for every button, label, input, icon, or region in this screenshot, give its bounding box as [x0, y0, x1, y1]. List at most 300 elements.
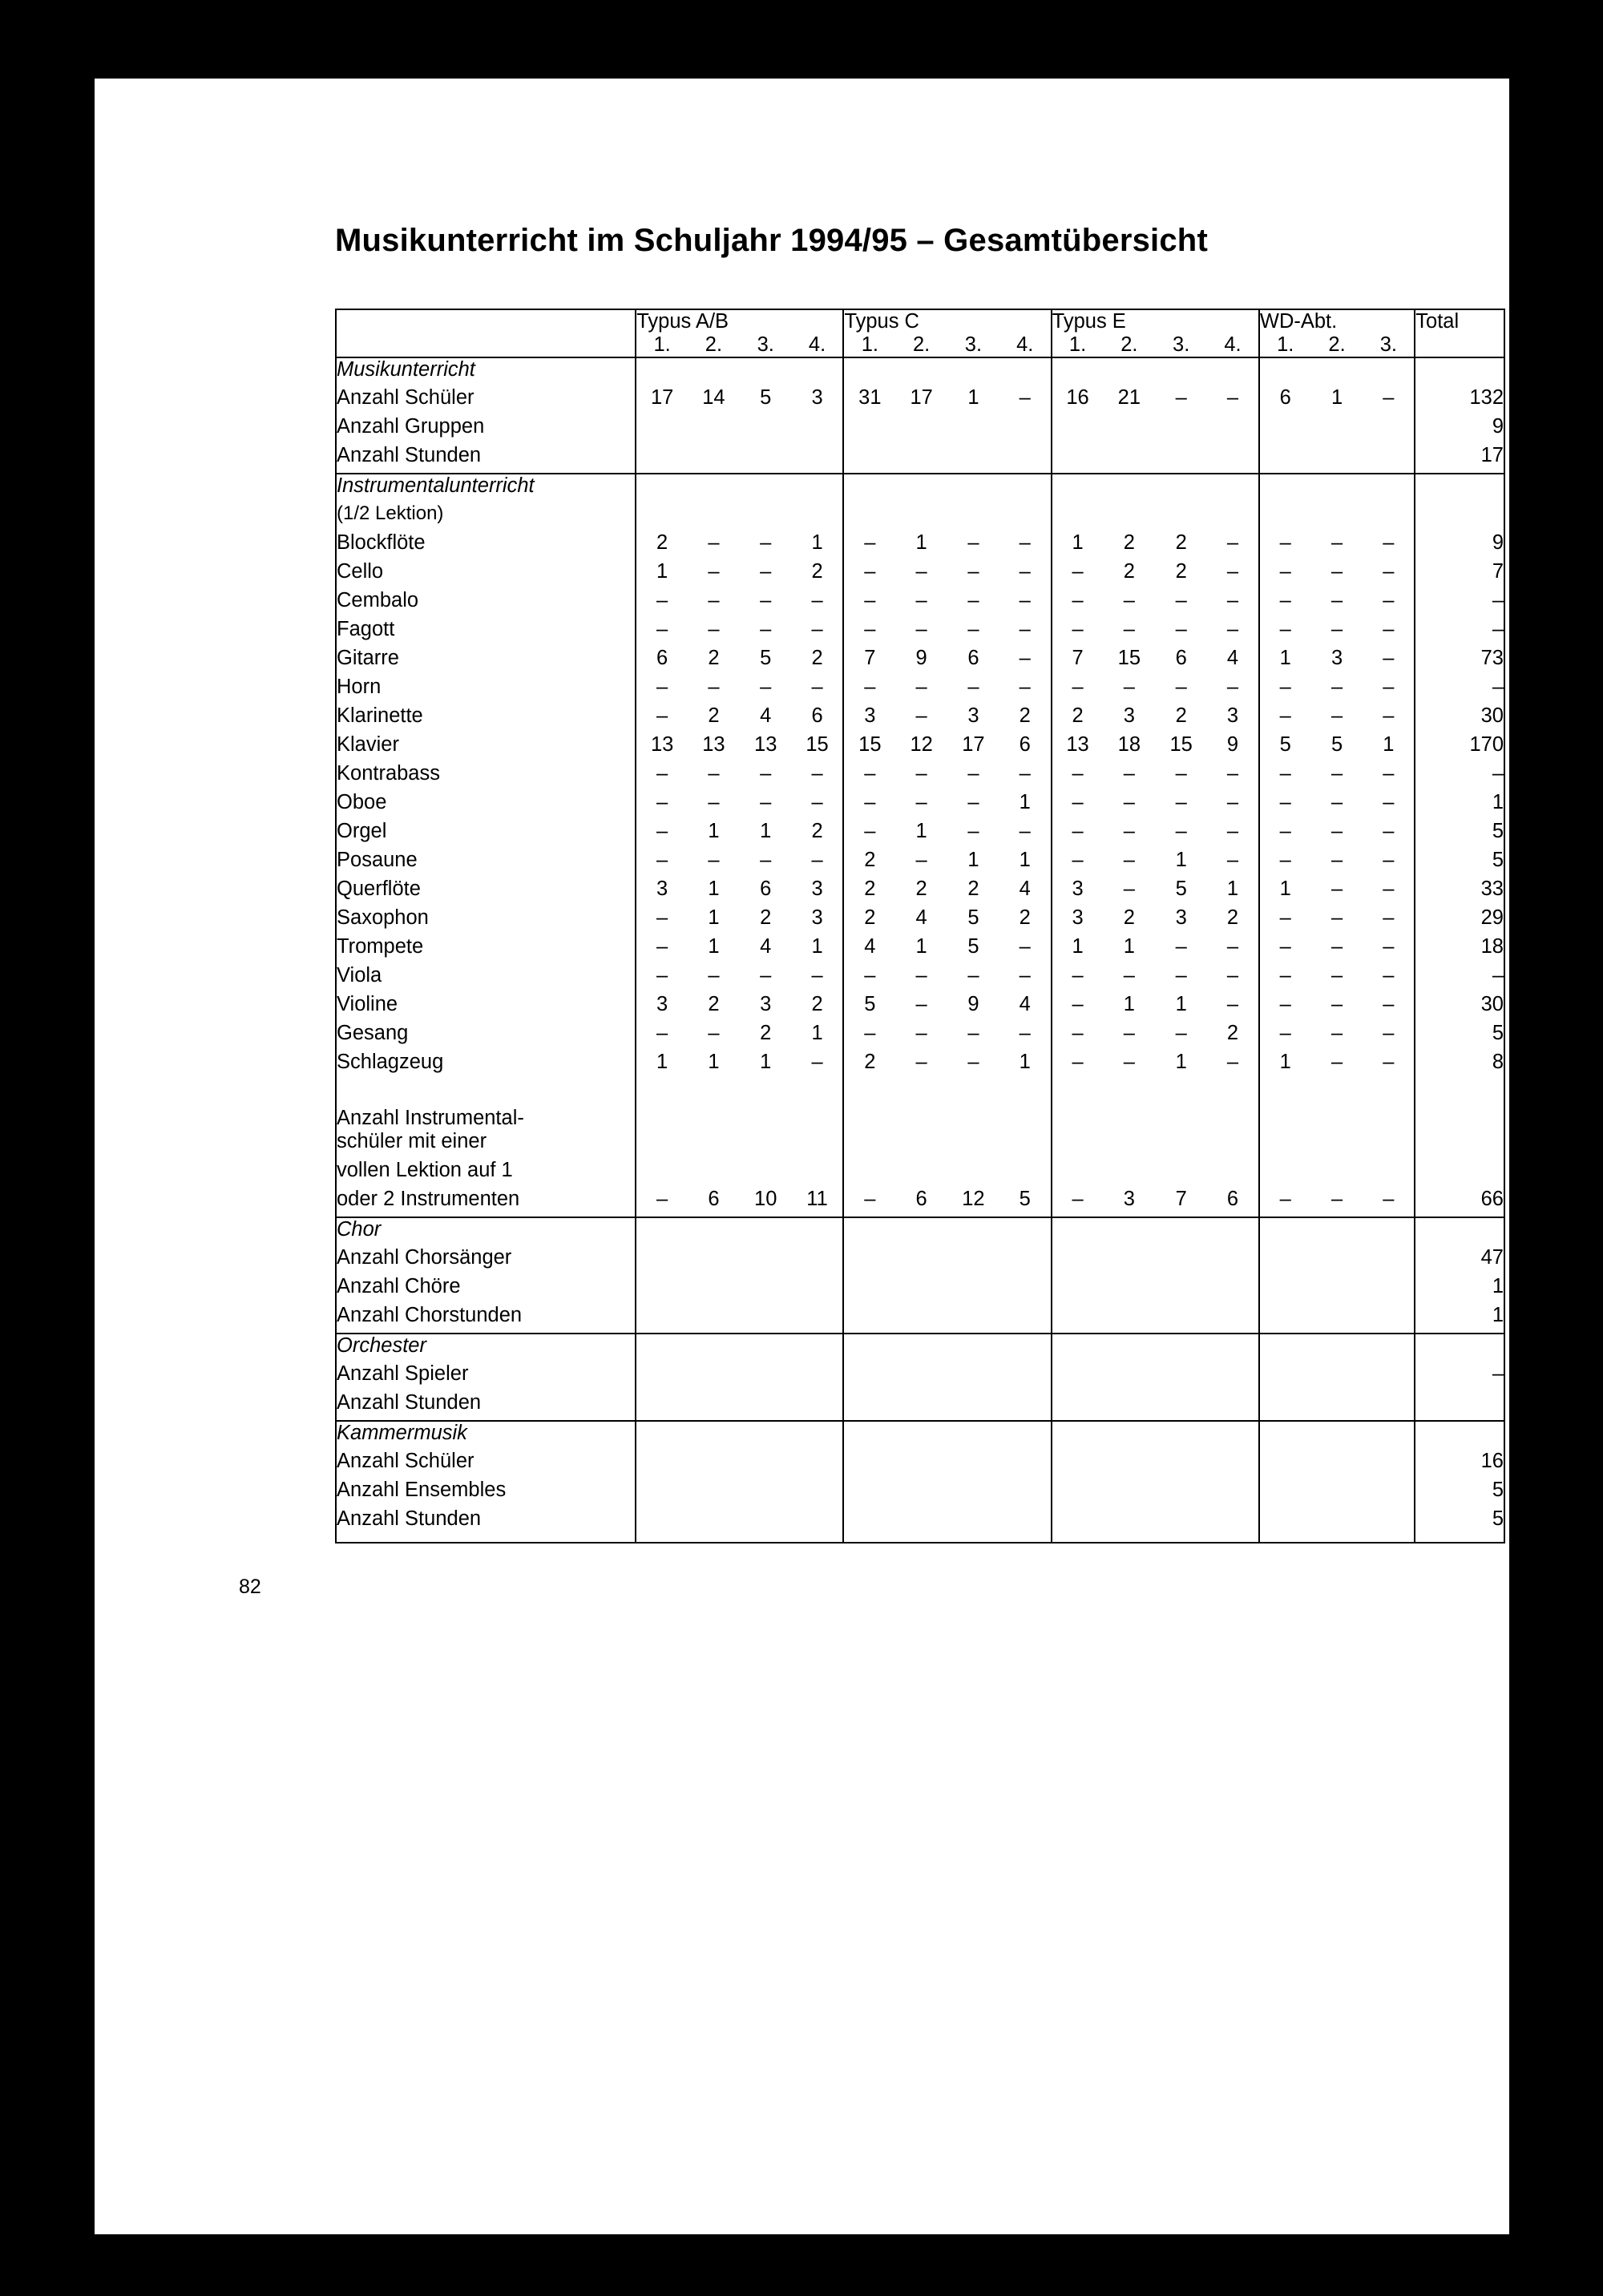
spacer-e — [1052, 502, 1259, 531]
cell: 1 — [1123, 993, 1135, 1015]
cells-c — [843, 444, 1051, 473]
cell: – — [708, 762, 720, 785]
spacer-c — [843, 1421, 1051, 1450]
cell: 1 — [1052, 531, 1104, 560]
cell: – — [1226, 1051, 1239, 1073]
table-row — [336, 935, 1504, 964]
spacer-c — [843, 1217, 1051, 1246]
table-row — [336, 906, 1504, 935]
cell: 3 — [636, 878, 688, 906]
cell: – — [1123, 1022, 1135, 1044]
table-row — [336, 1246, 1504, 1275]
cell: 7 — [843, 647, 895, 676]
cell: – — [1383, 647, 1395, 669]
row-label: Querflöte — [337, 878, 421, 900]
cell: 2 — [811, 993, 823, 1015]
cells-ab — [636, 1362, 843, 1391]
cell: – — [1330, 618, 1343, 640]
cell: 1 — [636, 560, 688, 589]
spacer-c — [843, 1159, 1051, 1188]
row-label: Cello — [337, 560, 384, 583]
year-ab-4: 4. — [808, 333, 826, 356]
footer-note-line-2: schüler mit einer — [337, 1130, 487, 1152]
cell: – — [811, 964, 823, 987]
cell: – — [1259, 935, 1311, 964]
section-heading-row — [336, 357, 1504, 386]
cell: – — [760, 531, 772, 554]
section-heading-chor: Chor — [337, 1218, 382, 1241]
cell: – — [1330, 560, 1343, 583]
year-ab-3: 3. — [757, 333, 774, 356]
cell: – — [760, 618, 772, 640]
cell: 3 — [811, 386, 823, 409]
cell: 1 — [967, 849, 979, 871]
cell: – — [843, 820, 895, 849]
cells-e — [1052, 444, 1259, 473]
row-label: Fagott — [337, 618, 395, 640]
total-cell: 17 — [1415, 444, 1504, 473]
cell: 2 — [1123, 906, 1135, 929]
cell: – — [760, 849, 772, 871]
cell: – — [1226, 791, 1239, 813]
cells-ab — [636, 415, 843, 444]
cell: – — [1259, 1188, 1311, 1217]
cell: – — [1330, 964, 1343, 987]
cell: – — [843, 791, 895, 820]
cell: 2 — [760, 906, 772, 929]
cell: 1 — [1259, 647, 1311, 676]
cell: 5 — [1330, 733, 1343, 756]
cell: – — [1226, 560, 1239, 583]
cell: – — [1226, 531, 1239, 554]
cell: 5 — [760, 647, 772, 669]
cells-c — [843, 1246, 1051, 1275]
group-header-wd-abt: WD-Abt. — [1259, 309, 1415, 333]
row-label: Anzahl Stunden — [337, 1507, 482, 1530]
cells-wd — [1259, 415, 1415, 444]
group-header-total: Total — [1415, 309, 1504, 333]
section-heading-instrumentalunterricht: Instrumentalunterricht — [337, 474, 535, 497]
table-header-groups — [336, 309, 1504, 333]
cell: – — [967, 589, 979, 611]
row-label: Trompete — [337, 935, 424, 958]
cell: 1 — [636, 1051, 688, 1079]
cell: – — [811, 676, 823, 698]
cell: 1 — [1052, 935, 1104, 964]
spacer-wd — [1259, 357, 1415, 386]
cell: 1 — [1383, 733, 1395, 756]
cell: 2 — [811, 647, 823, 669]
year-c-1: 1. — [843, 333, 895, 357]
cells-e — [1052, 415, 1259, 444]
year-c-3: 3. — [964, 333, 983, 356]
cell: 2 — [915, 878, 927, 900]
cell: – — [1019, 647, 1031, 669]
cell: – — [1019, 676, 1031, 698]
row-label: Anzahl Stunden — [337, 1391, 482, 1414]
total-cell: 1 — [1415, 791, 1504, 820]
cells-wd — [1259, 1246, 1415, 1275]
total-cell: – — [1415, 1362, 1504, 1391]
row-label: Klarinette — [337, 704, 423, 727]
cell: 2 — [636, 531, 688, 560]
table-row — [336, 762, 1504, 791]
cell: – — [1259, 704, 1311, 733]
cell: 3 — [811, 906, 823, 929]
spacer-total — [1415, 1079, 1504, 1130]
cell: – — [1383, 386, 1395, 409]
cell: 13 — [754, 733, 777, 756]
total-cell: 66 — [1415, 1188, 1504, 1217]
cell: – — [967, 531, 979, 554]
cell: – — [1175, 964, 1187, 987]
spacer-wd — [1259, 1334, 1415, 1362]
row-label: Anzahl Chorsänger — [337, 1246, 512, 1269]
cell: – — [1383, 791, 1395, 813]
table-row — [336, 1479, 1504, 1507]
cell: 3 — [1123, 704, 1135, 727]
cell: – — [1259, 618, 1311, 647]
cell: – — [708, 1022, 720, 1044]
cell: 1 — [708, 820, 720, 842]
section-subheading-lektion: (1/2 Lektion) — [337, 502, 444, 524]
cell: – — [636, 618, 688, 647]
cell: – — [1259, 993, 1311, 1022]
cell: 1 — [1175, 849, 1187, 871]
total-cell: 9 — [1415, 531, 1504, 560]
cells-c — [843, 415, 1051, 444]
table-row — [336, 964, 1504, 993]
cell: 5 — [1175, 878, 1187, 900]
cell: – — [1175, 676, 1187, 698]
cell: – — [1052, 560, 1104, 589]
cell: – — [843, 589, 895, 618]
cell: – — [1123, 676, 1135, 698]
total-cell: 16 — [1415, 1450, 1504, 1479]
cell: 2 — [1175, 704, 1187, 727]
cell: 2 — [843, 849, 895, 878]
cell: – — [1383, 560, 1395, 583]
group-header-typus-c: Typus C — [843, 309, 1051, 333]
cell: 2 — [708, 704, 720, 727]
total-cell: 30 — [1415, 704, 1504, 733]
cell: – — [708, 531, 720, 554]
row-label: Anzahl Chorstunden — [337, 1304, 523, 1326]
cell: 1 — [811, 1022, 823, 1044]
cell: – — [1123, 618, 1135, 640]
cell: – — [1019, 964, 1031, 987]
total-cell: 5 — [1415, 1479, 1504, 1507]
cell: 3 — [967, 704, 979, 727]
table-row — [336, 589, 1504, 618]
cell: – — [636, 906, 688, 935]
cells-c — [843, 1507, 1051, 1543]
row-label: Kontrabass — [337, 762, 440, 785]
spacer-total — [1415, 474, 1504, 502]
cell: 2 — [811, 820, 823, 842]
cell: – — [708, 849, 720, 871]
cell: 4 — [1019, 993, 1031, 1015]
cell: – — [1123, 849, 1135, 871]
cell: – — [760, 676, 772, 698]
cell: 15 — [1169, 733, 1193, 756]
row-label: Blockflöte — [337, 531, 426, 554]
cell: 1 — [915, 935, 927, 958]
total-cell: 7 — [1415, 560, 1504, 589]
cell: – — [760, 964, 772, 987]
cell: – — [1175, 762, 1187, 785]
cell: – — [1123, 762, 1135, 785]
spacer-e — [1052, 1421, 1259, 1450]
total-cell: 29 — [1415, 906, 1504, 935]
spacer-total — [1415, 1421, 1504, 1450]
cell: 2 — [708, 647, 720, 669]
table-row — [336, 1362, 1504, 1391]
table-row — [336, 878, 1504, 906]
total-cell — [1415, 1391, 1504, 1420]
cell: – — [1383, 906, 1395, 929]
cell: 7 — [1052, 647, 1104, 676]
cell: 10 — [754, 1188, 777, 1210]
cell: – — [1019, 1022, 1031, 1044]
cell: 1 — [1175, 993, 1187, 1015]
footer-note-line-1: Anzahl Instrumental- — [337, 1107, 524, 1129]
cells-e — [1052, 1362, 1259, 1391]
cell: – — [1175, 618, 1187, 640]
cell: 1 — [915, 531, 927, 554]
cell: – — [1019, 386, 1031, 409]
table-row — [336, 1022, 1504, 1051]
cell: – — [708, 618, 720, 640]
cell: 13 — [1052, 733, 1104, 762]
cell: – — [843, 560, 895, 589]
cell: – — [1123, 964, 1135, 987]
cells-wd — [1259, 1450, 1415, 1479]
total-cell: 1 — [1415, 1304, 1504, 1333]
year-e-4: 4. — [1224, 333, 1242, 356]
table-row — [336, 704, 1504, 733]
cells-c — [843, 1304, 1051, 1333]
cell: – — [1052, 849, 1104, 878]
cell: – — [760, 762, 772, 785]
cell: – — [1175, 386, 1187, 409]
cell: – — [1226, 849, 1239, 871]
cell: – — [1330, 762, 1343, 785]
cells-c — [843, 1479, 1051, 1507]
cell: – — [1330, 1022, 1343, 1044]
row-label: Schlagzeug — [337, 1051, 444, 1073]
spacer-e — [1052, 1159, 1259, 1188]
cell: – — [1019, 560, 1031, 583]
cell: – — [915, 791, 927, 813]
cells-wd — [1259, 1507, 1415, 1543]
cells-c — [843, 1450, 1051, 1479]
cell: – — [1123, 820, 1135, 842]
cell: – — [1226, 618, 1239, 640]
cell: 4 — [915, 906, 927, 929]
cell: – — [811, 589, 823, 611]
spacer-ab — [636, 1421, 843, 1450]
cell: 14 — [702, 386, 725, 409]
cell: – — [811, 618, 823, 640]
row-label: Anzahl Gruppen — [337, 415, 485, 438]
cell: – — [1330, 589, 1343, 611]
cell: – — [1330, 849, 1343, 871]
section-heading-row — [336, 1421, 1504, 1450]
cell: – — [915, 993, 927, 1015]
cell: – — [1330, 820, 1343, 842]
table-row — [336, 560, 1504, 589]
cell: – — [1019, 820, 1031, 842]
spacer-e — [1052, 1130, 1259, 1159]
cell: 6 — [967, 647, 979, 669]
cell: – — [915, 618, 927, 640]
cell: 6 — [1019, 733, 1031, 756]
cell: – — [1052, 676, 1104, 704]
cell: 3 — [811, 878, 823, 900]
cells-e — [1052, 1304, 1259, 1333]
cell: – — [1383, 589, 1395, 611]
cells-e — [1052, 1450, 1259, 1479]
table-row — [336, 791, 1504, 820]
row-label: Klavier — [337, 733, 399, 756]
cell: 15 — [843, 733, 895, 762]
spacer-ab — [636, 357, 843, 386]
year-e-1: 1. — [1052, 333, 1104, 357]
cell: – — [843, 1022, 895, 1051]
cell: – — [1330, 935, 1343, 958]
footer-note-row — [336, 1159, 1504, 1188]
cell: – — [1019, 762, 1031, 785]
total-cell: 5 — [1415, 1507, 1504, 1543]
cell: 1 — [1019, 791, 1031, 813]
year-c-4: 4. — [1016, 333, 1034, 356]
cell: 7 — [1175, 1188, 1187, 1210]
cell: – — [811, 791, 823, 813]
cell: 9 — [915, 647, 927, 669]
footer-note-row — [336, 1079, 1504, 1130]
cell: – — [1383, 1188, 1395, 1210]
cell: 3 — [1052, 906, 1104, 935]
table-row — [336, 1304, 1504, 1333]
cell: – — [915, 589, 927, 611]
cell: – — [915, 762, 927, 785]
cells-c — [843, 1362, 1051, 1391]
cell: – — [636, 849, 688, 878]
footer-values-row — [336, 1188, 1504, 1217]
footer-note-row — [336, 1130, 1504, 1159]
cells-wd — [1259, 1275, 1415, 1304]
cell: – — [708, 676, 720, 698]
spacer-wd — [1259, 1159, 1415, 1188]
cell: 2 — [811, 560, 823, 583]
cell: – — [967, 964, 979, 987]
cell: – — [636, 1022, 688, 1051]
total-header-spacer — [1415, 333, 1504, 357]
spacer-ab — [636, 1130, 843, 1159]
cell: 3 — [1123, 1188, 1135, 1210]
cell: 5 — [967, 935, 979, 958]
cell: 2 — [1019, 704, 1031, 727]
spacer-c — [843, 1130, 1051, 1159]
cell: – — [1383, 1051, 1395, 1073]
cell: – — [1052, 589, 1104, 618]
cell: 1 — [1123, 935, 1135, 958]
cell: – — [967, 1022, 979, 1044]
table-row — [336, 1275, 1504, 1304]
spacer-c — [843, 1079, 1051, 1130]
cell: 2 — [843, 1051, 895, 1079]
cell: – — [1330, 1188, 1343, 1210]
cell: – — [1226, 993, 1239, 1015]
cell: 4 — [1226, 647, 1239, 669]
cell: 3 — [1175, 906, 1187, 929]
cell: – — [1226, 676, 1239, 698]
cell: 1 — [915, 820, 927, 842]
table-row — [336, 993, 1504, 1022]
cell: 6 — [1175, 647, 1187, 669]
spacer-ab — [636, 1159, 843, 1188]
table-row — [336, 1391, 1504, 1420]
table-header-years — [336, 333, 1504, 357]
cell: 4 — [843, 935, 895, 964]
cell: – — [636, 676, 688, 704]
cell: 1 — [1259, 878, 1311, 906]
group-header-typus-e: Typus E — [1052, 309, 1259, 333]
cell: – — [967, 618, 979, 640]
cell: – — [636, 935, 688, 964]
spacer-c — [843, 1334, 1051, 1362]
cell: 6 — [1259, 386, 1311, 415]
cell: 17 — [962, 733, 985, 756]
section-heading-orchester: Orchester — [337, 1334, 426, 1357]
cell: – — [1383, 1022, 1395, 1044]
cell: 2 — [1123, 560, 1135, 583]
cell: – — [1052, 618, 1104, 647]
cell: – — [967, 560, 979, 583]
section-heading-row — [336, 474, 1504, 502]
cell: – — [967, 1051, 979, 1073]
cell: – — [636, 762, 688, 791]
year-wd-1: 1. — [1259, 333, 1311, 357]
cell: 2 — [1226, 906, 1239, 929]
cell: – — [915, 1051, 927, 1073]
cell: 15 — [1117, 647, 1141, 669]
total-cell: – — [1415, 762, 1504, 791]
cells-e — [1052, 1275, 1259, 1304]
cell: 17 — [636, 386, 688, 415]
total-cell: 47 — [1415, 1246, 1504, 1275]
cell: 5 — [1019, 1188, 1031, 1210]
table-row — [336, 386, 1504, 415]
cell: – — [1330, 878, 1343, 900]
row-label: Anzahl Ensembles — [337, 1479, 507, 1501]
spacer-c — [843, 474, 1051, 502]
table-row — [336, 849, 1504, 878]
table-row — [336, 733, 1504, 762]
cell: 2 — [760, 1022, 772, 1044]
cell: 9 — [967, 993, 979, 1015]
table-row — [336, 1450, 1504, 1479]
cell: 2 — [843, 878, 895, 906]
cell: – — [636, 964, 688, 993]
cell: – — [1330, 791, 1343, 813]
cell: – — [1259, 820, 1311, 849]
cell: – — [1019, 618, 1031, 640]
cell: 4 — [760, 704, 772, 727]
cell: – — [967, 820, 979, 842]
cell: – — [915, 704, 927, 727]
